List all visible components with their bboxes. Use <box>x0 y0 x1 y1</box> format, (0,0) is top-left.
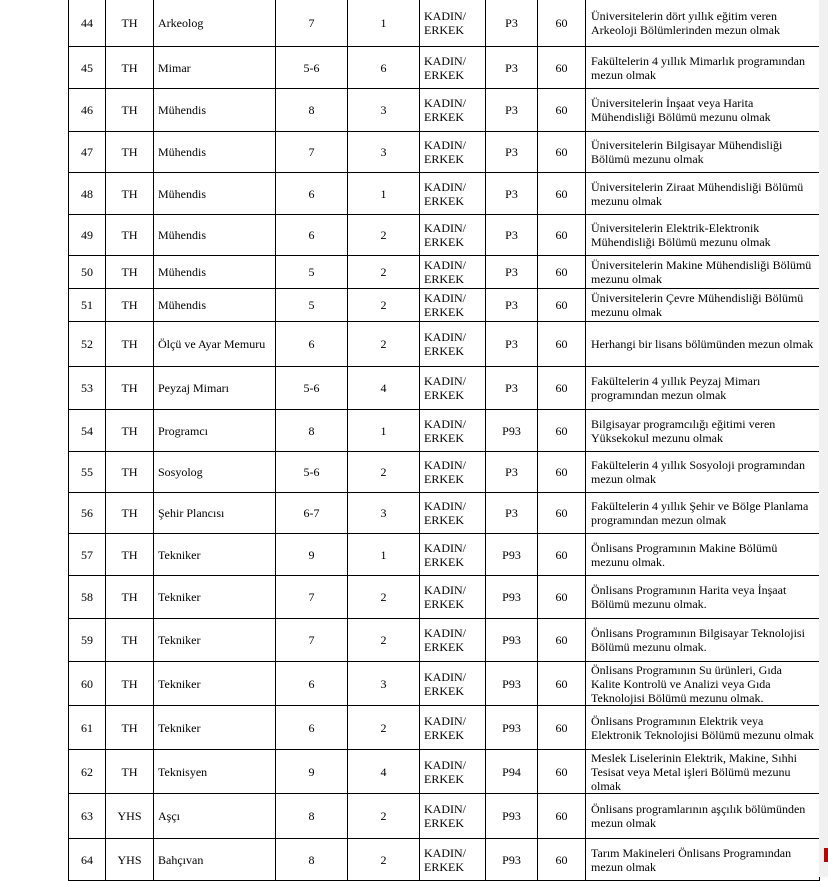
gender-eligibility: KADIN/ ERKEK <box>420 534 486 576</box>
age-limit: 60 <box>538 534 586 576</box>
table-row <box>69 619 820 662</box>
table-row <box>69 410 820 452</box>
position-count: 1 <box>348 0 420 47</box>
age-limit: 60 <box>538 794 586 839</box>
position-title: Tekniker <box>154 662 276 706</box>
gender-eligibility: KADIN/ ERKEK <box>420 173 486 215</box>
kpss-score-type: P93 <box>486 534 538 576</box>
age-limit: 60 <box>538 47 586 89</box>
kpss-score-type: P3 <box>486 173 538 215</box>
position-degree: 6 <box>276 173 348 215</box>
position-title: Mimar <box>154 47 276 89</box>
position-title: Bahçıvan <box>154 839 276 881</box>
position-title: Tekniker <box>154 706 276 750</box>
position-title: Mühendis <box>154 89 276 132</box>
positions-table-body <box>69 0 820 881</box>
position-title: Tekniker <box>154 534 276 576</box>
kpss-score-type: P3 <box>486 89 538 132</box>
row-number: 51 <box>69 289 106 322</box>
kpss-score-type: P3 <box>486 452 538 493</box>
age-limit: 60 <box>538 289 586 322</box>
position-degree: 6 <box>276 706 348 750</box>
position-degree: 7 <box>276 0 348 47</box>
position-count: 3 <box>348 89 420 132</box>
age-limit: 60 <box>538 256 586 289</box>
position-degree: 8 <box>276 794 348 839</box>
row-number: 63 <box>69 794 106 839</box>
row-type: TH <box>106 256 154 289</box>
row-number: 44 <box>69 0 106 47</box>
requirements-text: Üniversitelerin Çevre Mühendisliği Bölümü mezunu olmak <box>586 289 820 322</box>
age-limit: 60 <box>538 132 586 173</box>
gender-eligibility: KADIN/ ERKEK <box>420 452 486 493</box>
kpss-score-type: P3 <box>486 47 538 89</box>
table-row <box>69 794 820 839</box>
position-count: 3 <box>348 132 420 173</box>
table-row <box>69 256 820 289</box>
row-type: TH <box>106 47 154 89</box>
position-count: 1 <box>348 410 420 452</box>
position-title: Tekniker <box>154 576 276 619</box>
row-type: TH <box>106 367 154 410</box>
row-type: YHS <box>106 839 154 881</box>
position-degree: 9 <box>276 750 348 794</box>
requirements-text: Üniversitelerin Bilgisayar Mühendisliği Bölümü mezunu olmak <box>586 132 820 173</box>
row-type: TH <box>106 322 154 367</box>
kpss-score-type: P3 <box>486 322 538 367</box>
age-limit: 60 <box>538 493 586 534</box>
position-count: 2 <box>348 322 420 367</box>
row-number: 60 <box>69 662 106 706</box>
row-type: TH <box>106 452 154 493</box>
position-degree: 6 <box>276 322 348 367</box>
table-row <box>69 493 820 534</box>
age-limit: 60 <box>538 750 586 794</box>
position-count: 4 <box>348 367 420 410</box>
table-row <box>69 322 820 367</box>
position-count: 2 <box>348 839 420 881</box>
position-degree: 8 <box>276 89 348 132</box>
age-limit: 60 <box>538 576 586 619</box>
row-type: TH <box>106 410 154 452</box>
row-number: 64 <box>69 839 106 881</box>
position-count: 6 <box>348 47 420 89</box>
requirements-text: Fakültelerin 4 yıllık Peyzaj Mimarı programından mezun olmak <box>586 367 820 410</box>
kpss-score-type: P3 <box>486 289 538 322</box>
kpss-score-type: P3 <box>486 215 538 256</box>
row-type: TH <box>106 534 154 576</box>
position-degree: 5 <box>276 289 348 322</box>
position-count: 2 <box>348 706 420 750</box>
age-limit: 60 <box>538 367 586 410</box>
gender-eligibility: KADIN/ ERKEK <box>420 89 486 132</box>
page-edge-marker <box>824 848 828 862</box>
requirements-text: Üniversitelerin Elektrik-Elektronik Mühendisliği Bölümü mezunu olmak <box>586 215 820 256</box>
table-row <box>69 452 820 493</box>
age-limit: 60 <box>538 839 586 881</box>
gender-eligibility: KADIN/ ERKEK <box>420 750 486 794</box>
table-row <box>69 89 820 132</box>
row-type: TH <box>106 0 154 47</box>
position-degree: 8 <box>276 839 348 881</box>
requirements-text: Önlisans Programının Makine Bölümü mezunu olmak. <box>586 534 820 576</box>
row-number: 61 <box>69 706 106 750</box>
position-degree: 9 <box>276 534 348 576</box>
requirements-text: Üniversitelerin Makine Mühendisliği Bölümü mezunu olmak <box>586 256 820 289</box>
position-title: Teknisyen <box>154 750 276 794</box>
requirements-text: Fakültelerin 4 yıllık Mimarlık programından mezun olmak <box>586 47 820 89</box>
row-number: 62 <box>69 750 106 794</box>
table-row <box>69 367 820 410</box>
position-title: Şehir Plancısı <box>154 493 276 534</box>
age-limit: 60 <box>538 0 586 47</box>
table-row <box>69 0 820 47</box>
position-count: 1 <box>348 534 420 576</box>
table-row <box>69 173 820 215</box>
kpss-score-type: P3 <box>486 0 538 47</box>
age-limit: 60 <box>538 706 586 750</box>
requirements-text: Üniversitelerin Ziraat Mühendisliği Bölümü mezunu olmak <box>586 173 820 215</box>
kpss-score-type: P3 <box>486 132 538 173</box>
position-degree: 7 <box>276 576 348 619</box>
gender-eligibility: KADIN/ ERKEK <box>420 215 486 256</box>
kpss-score-type: P93 <box>486 576 538 619</box>
row-type: TH <box>106 132 154 173</box>
age-limit: 60 <box>538 662 586 706</box>
table-row <box>69 534 820 576</box>
position-title: Arkeolog <box>154 0 276 47</box>
row-number: 53 <box>69 367 106 410</box>
position-title: Programcı <box>154 410 276 452</box>
row-number: 54 <box>69 410 106 452</box>
row-type: TH <box>106 706 154 750</box>
kpss-score-type: P93 <box>486 619 538 662</box>
row-number: 55 <box>69 452 106 493</box>
gender-eligibility: KADIN/ ERKEK <box>420 0 486 47</box>
row-type: TH <box>106 750 154 794</box>
gender-eligibility: KADIN/ ERKEK <box>420 410 486 452</box>
requirements-text: Üniversitelerin dört yıllık eğitim veren Arkeoloji Bölümlerinden mezun olmak <box>586 0 820 47</box>
position-degree: 8 <box>276 410 348 452</box>
kpss-score-type: P3 <box>486 256 538 289</box>
position-count: 2 <box>348 452 420 493</box>
position-title: Tekniker <box>154 619 276 662</box>
age-limit: 60 <box>538 619 586 662</box>
row-type: TH <box>106 289 154 322</box>
row-type: TH <box>106 662 154 706</box>
row-number: 59 <box>69 619 106 662</box>
gender-eligibility: KADIN/ ERKEK <box>420 289 486 322</box>
gender-eligibility: KADIN/ ERKEK <box>420 576 486 619</box>
gender-eligibility: KADIN/ ERKEK <box>420 132 486 173</box>
row-number: 52 <box>69 322 106 367</box>
gender-eligibility: KADIN/ ERKEK <box>420 619 486 662</box>
gender-eligibility: KADIN/ ERKEK <box>420 794 486 839</box>
table-row <box>69 576 820 619</box>
kpss-score-type: P93 <box>486 410 538 452</box>
table-row <box>69 750 820 794</box>
requirements-text: Herhangi bir lisans bölümünden mezun olmak <box>586 322 820 367</box>
position-count: 2 <box>348 576 420 619</box>
position-title: Mühendis <box>154 132 276 173</box>
position-degree: 5-6 <box>276 367 348 410</box>
position-degree: 5-6 <box>276 452 348 493</box>
table-row <box>69 132 820 173</box>
position-count: 3 <box>348 493 420 534</box>
age-limit: 60 <box>538 410 586 452</box>
row-type: TH <box>106 89 154 132</box>
position-count: 2 <box>348 619 420 662</box>
row-type: TH <box>106 619 154 662</box>
requirements-text: Önlisans Programının Elektrik veya Elektronik Teknolojisi Bölümü mezunu olmak <box>586 706 820 750</box>
row-type: TH <box>106 493 154 534</box>
kpss-score-type: P93 <box>486 662 538 706</box>
position-count: 2 <box>348 794 420 839</box>
kpss-score-type: P93 <box>486 794 538 839</box>
gender-eligibility: KADIN/ ERKEK <box>420 367 486 410</box>
position-title: Mühendis <box>154 215 276 256</box>
position-title: Sosyolog <box>154 452 276 493</box>
gender-eligibility: KADIN/ ERKEK <box>420 493 486 534</box>
requirements-text: Önlisans Programının Su ürünleri, Gıda Kalite Kontrolü ve Analizi veya Gıda Teknolojisi Bölümü mezunu olmak. <box>586 662 820 706</box>
position-degree: 7 <box>276 619 348 662</box>
position-count: 2 <box>348 289 420 322</box>
position-title: Mühendis <box>154 256 276 289</box>
position-degree: 7 <box>276 132 348 173</box>
row-number: 50 <box>69 256 106 289</box>
kpss-score-type: P93 <box>486 839 538 881</box>
age-limit: 60 <box>538 322 586 367</box>
position-title: Peyzaj Mimarı <box>154 367 276 410</box>
requirements-text: Önlisans Programının Harita veya İnşaat Bölümü mezunu olmak. <box>586 576 820 619</box>
scrollbar-track[interactable] <box>819 0 828 877</box>
position-degree: 5 <box>276 256 348 289</box>
row-number: 48 <box>69 173 106 215</box>
position-count: 3 <box>348 662 420 706</box>
row-number: 57 <box>69 534 106 576</box>
row-number: 46 <box>69 89 106 132</box>
gender-eligibility: KADIN/ ERKEK <box>420 706 486 750</box>
position-title: Mühendis <box>154 289 276 322</box>
row-type: TH <box>106 173 154 215</box>
requirements-text: Üniversitelerin İnşaat veya Harita Mühendisliği Bölümü mezunu olmak <box>586 89 820 132</box>
row-type: TH <box>106 576 154 619</box>
age-limit: 60 <box>538 89 586 132</box>
age-limit: 60 <box>538 215 586 256</box>
table-row <box>69 662 820 706</box>
kpss-score-type: P3 <box>486 493 538 534</box>
table-row <box>69 215 820 256</box>
row-number: 45 <box>69 47 106 89</box>
requirements-text: Fakültelerin 4 yıllık Şehir ve Bölge Planlama programından mezun olmak <box>586 493 820 534</box>
requirements-text: Önlisans programlarının aşçılık bölümünden mezun olmak <box>586 794 820 839</box>
table-row <box>69 47 820 89</box>
requirements-text: Meslek Liselerinin Elektrik, Makine, Sıhhi Tesisat veya Metal işleri Bölümü mezunu olmak <box>586 750 820 794</box>
kpss-score-type: P93 <box>486 706 538 750</box>
position-title: Aşçı <box>154 794 276 839</box>
table-row <box>69 289 820 322</box>
position-count: 4 <box>348 750 420 794</box>
positions-table <box>68 0 820 881</box>
requirements-text: Tarım Makineleri Önlisans Programından mezun olmak <box>586 839 820 881</box>
position-degree: 6 <box>276 215 348 256</box>
position-degree: 6 <box>276 662 348 706</box>
requirements-text: Bilgisayar programcılığı eğitimi veren Yüksekokul mezunu olmak <box>586 410 820 452</box>
age-limit: 60 <box>538 452 586 493</box>
gender-eligibility: KADIN/ ERKEK <box>420 662 486 706</box>
requirements-text: Fakültelerin 4 yıllık Sosyoloji programından mezun olmak <box>586 452 820 493</box>
position-degree: 6-7 <box>276 493 348 534</box>
requirements-text: Önlisans Programının Bilgisayar Teknolojisi Bölümü mezunu olmak. <box>586 619 820 662</box>
age-limit: 60 <box>538 173 586 215</box>
position-degree: 5-6 <box>276 47 348 89</box>
position-count: 1 <box>348 173 420 215</box>
position-title: Ölçü ve Ayar Memuru <box>154 322 276 367</box>
table-row <box>69 706 820 750</box>
gender-eligibility: KADIN/ ERKEK <box>420 322 486 367</box>
table-row <box>69 839 820 881</box>
position-count: 2 <box>348 215 420 256</box>
row-number: 56 <box>69 493 106 534</box>
position-count: 2 <box>348 256 420 289</box>
gender-eligibility: KADIN/ ERKEK <box>420 256 486 289</box>
row-number: 49 <box>69 215 106 256</box>
row-type: TH <box>106 215 154 256</box>
kpss-score-type: P94 <box>486 750 538 794</box>
position-title: Mühendis <box>154 173 276 215</box>
row-number: 47 <box>69 132 106 173</box>
gender-eligibility: KADIN/ ERKEK <box>420 47 486 89</box>
row-type: YHS <box>106 794 154 839</box>
row-number: 58 <box>69 576 106 619</box>
kpss-score-type: P3 <box>486 367 538 410</box>
gender-eligibility: KADIN/ ERKEK <box>420 839 486 881</box>
